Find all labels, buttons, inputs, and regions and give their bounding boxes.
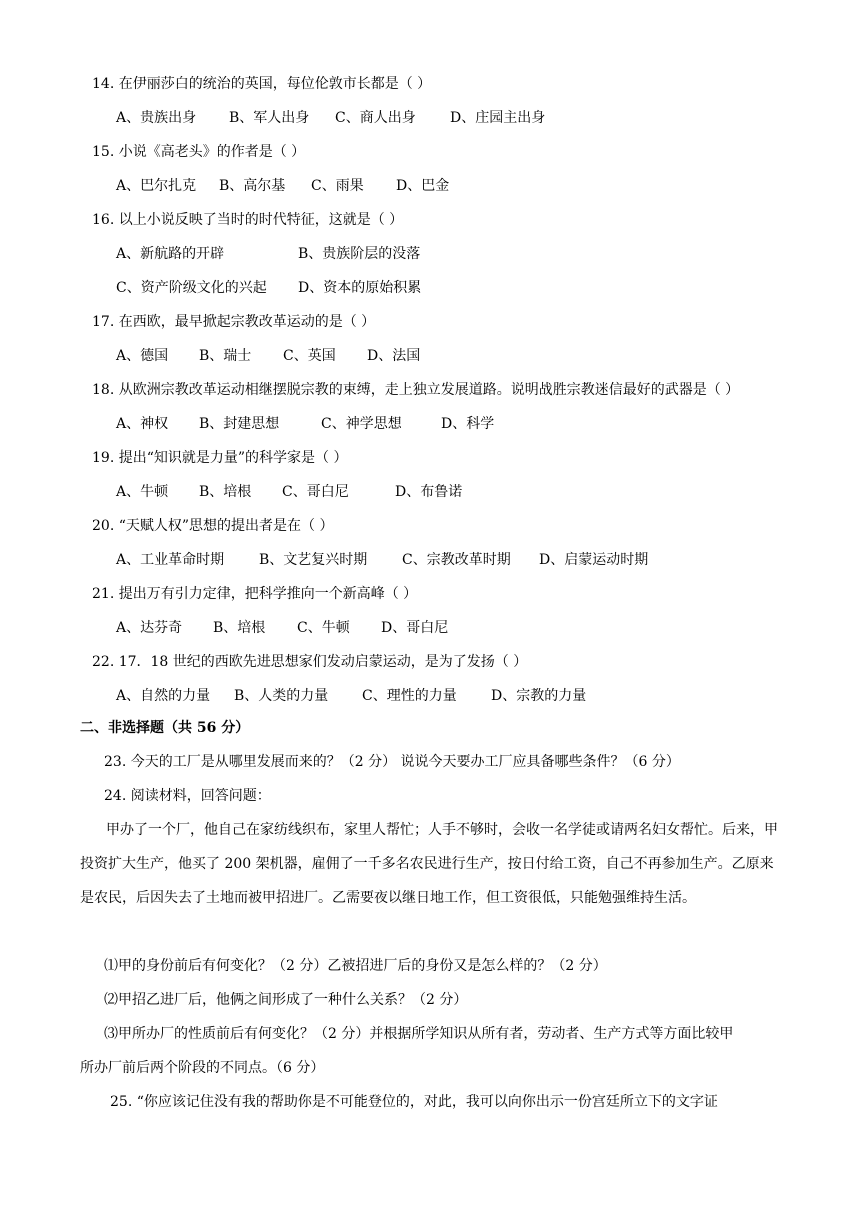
question-14: 14. 在伊丽莎白的统治的英国，每位伦敦市长都是（ ） bbox=[92, 76, 432, 92]
question-17: 17. 在西欧，最早掀起宗教改革运动的是（ ） bbox=[92, 314, 376, 330]
option-b: B、培根 bbox=[213, 620, 266, 636]
option-a: A、达芬奇 bbox=[116, 620, 183, 636]
question-24-sub3-line1: ⑶甲所办厂的性质前后有何变化？（2 分）并根据所学知识从所有者，劳动者、生产方式等方面比较甲 bbox=[104, 1026, 734, 1042]
option-b: B、文艺复兴时期 bbox=[259, 552, 368, 568]
option-d: D、巴金 bbox=[396, 178, 450, 194]
options-16-row1 bbox=[116, 244, 420, 264]
option-d: D、庄园主出身 bbox=[450, 110, 546, 126]
question-21: 21. 提出万有引力定律，把科学推向一个新高峰（ ） bbox=[92, 586, 418, 602]
option-c: C、宗教改革时期 bbox=[402, 552, 511, 568]
question-24-material: 甲办了一个厂，他自己在家纺线织布，家里人帮忙；人手不够时，会收一名学徒或请两名妇女帮忙。后来，甲投资扩大生产，他买了 200 架机器，雇佣了一千多名农民进行生产，按日付给工资，自己不再参加生产。乙原来是农民，后因失去了土地而被甲招进厂。乙需要夜以继日地工作，但工资很低，只能勉强维持生活。 bbox=[80, 822, 778, 906]
option-d: D、法国 bbox=[367, 348, 421, 364]
options-20 bbox=[116, 550, 648, 570]
option-d: D、资本的原始积累 bbox=[298, 280, 422, 296]
option-b: B、培根 bbox=[199, 484, 252, 500]
option-a: A、贵族出身 bbox=[116, 110, 197, 126]
option-d: D、启蒙运动时期 bbox=[539, 552, 649, 568]
option-b: B、瑞士 bbox=[199, 348, 252, 364]
option-d: D、宗教的力量 bbox=[491, 688, 587, 704]
question-24-sub3-line2: 所办厂前后两个阶段的不同点。（6 分） bbox=[80, 1060, 325, 1076]
question-23: 23. 今天的工厂是从哪里发展而来的？（2 分） 说说今天要办工厂应具备哪些条件？（6 分） bbox=[104, 754, 680, 770]
option-b: B、高尔基 bbox=[219, 178, 286, 194]
question-16: 16. 以上小说反映了当时的时代特征，这就是（ ） bbox=[92, 212, 404, 228]
option-a: A、神权 bbox=[116, 416, 169, 432]
option-b: B、贵族阶层的没落 bbox=[298, 246, 421, 262]
option-c: C、资产阶级文化的兴起 bbox=[116, 280, 267, 296]
question-24-sub2: ⑵甲招乙进厂后，他俩之间形成了一种什么关系？（2 分） bbox=[104, 992, 468, 1008]
option-c: C、神学思想 bbox=[321, 416, 402, 432]
option-b: B、封建思想 bbox=[199, 416, 280, 432]
option-c: C、理性的力量 bbox=[362, 688, 457, 704]
option-c: C、牛顿 bbox=[297, 620, 350, 636]
option-a: A、自然的力量 bbox=[116, 688, 211, 704]
option-c: C、英国 bbox=[283, 348, 336, 364]
options-18 bbox=[116, 414, 494, 434]
option-a: A、德国 bbox=[116, 348, 169, 364]
options-17 bbox=[116, 346, 420, 366]
question-19: 19. 提出“知识就是力量”的科学家是（ ） bbox=[92, 450, 348, 466]
option-b: B、人类的力量 bbox=[234, 688, 329, 704]
options-22 bbox=[116, 686, 586, 706]
question-20: 20. “天赋人权”思想的提出者是在（ ） bbox=[92, 518, 334, 534]
option-a: A、巴尔扎克 bbox=[116, 178, 197, 194]
option-c: C、哥白尼 bbox=[282, 484, 349, 500]
option-a: A、工业革命时期 bbox=[116, 552, 225, 568]
options-21 bbox=[116, 618, 448, 638]
option-d: D、布鲁诺 bbox=[395, 484, 463, 500]
option-a: A、新航路的开辟 bbox=[116, 246, 225, 262]
question-18: 18. 从欧洲宗教改革运动相继摆脱宗教的束缚，走上独立发展道路。说明战胜宗教迷信最好的武器是（ ） bbox=[92, 382, 740, 398]
options-15 bbox=[116, 176, 449, 196]
section-heading-non-choice: 二、非选择题（共 56 分） bbox=[80, 720, 250, 736]
question-15: 15. 小说《高老头》的作者是（ ） bbox=[92, 144, 306, 160]
option-a: A、牛顿 bbox=[116, 484, 169, 500]
question-25: 25. “你应该记住没有我的帮助你是不可能登位的，对此，我可以向你出示一份宫廷所立下的文字证 bbox=[110, 1094, 718, 1110]
options-14 bbox=[116, 108, 545, 128]
options-16-row2 bbox=[116, 278, 421, 298]
option-d: D、科学 bbox=[441, 416, 495, 432]
question-24-sub1: ⑴甲的身份前后有何变化？（2 分）乙被招进厂后的身份又是怎么样的？（2 分） bbox=[104, 958, 607, 974]
option-d: D、哥白尼 bbox=[381, 620, 449, 636]
option-b: B、军人出身 bbox=[229, 110, 310, 126]
option-c: C、雨果 bbox=[311, 178, 364, 194]
options-19 bbox=[116, 482, 462, 502]
option-c: C、商人出身 bbox=[335, 110, 416, 126]
question-22: 22. 17．18 世纪的西欧先进思想家们发动启蒙运动，是为了发扬（ ） bbox=[92, 654, 528, 670]
question-24-title: 24. 阅读材料，回答问题： bbox=[104, 788, 271, 804]
